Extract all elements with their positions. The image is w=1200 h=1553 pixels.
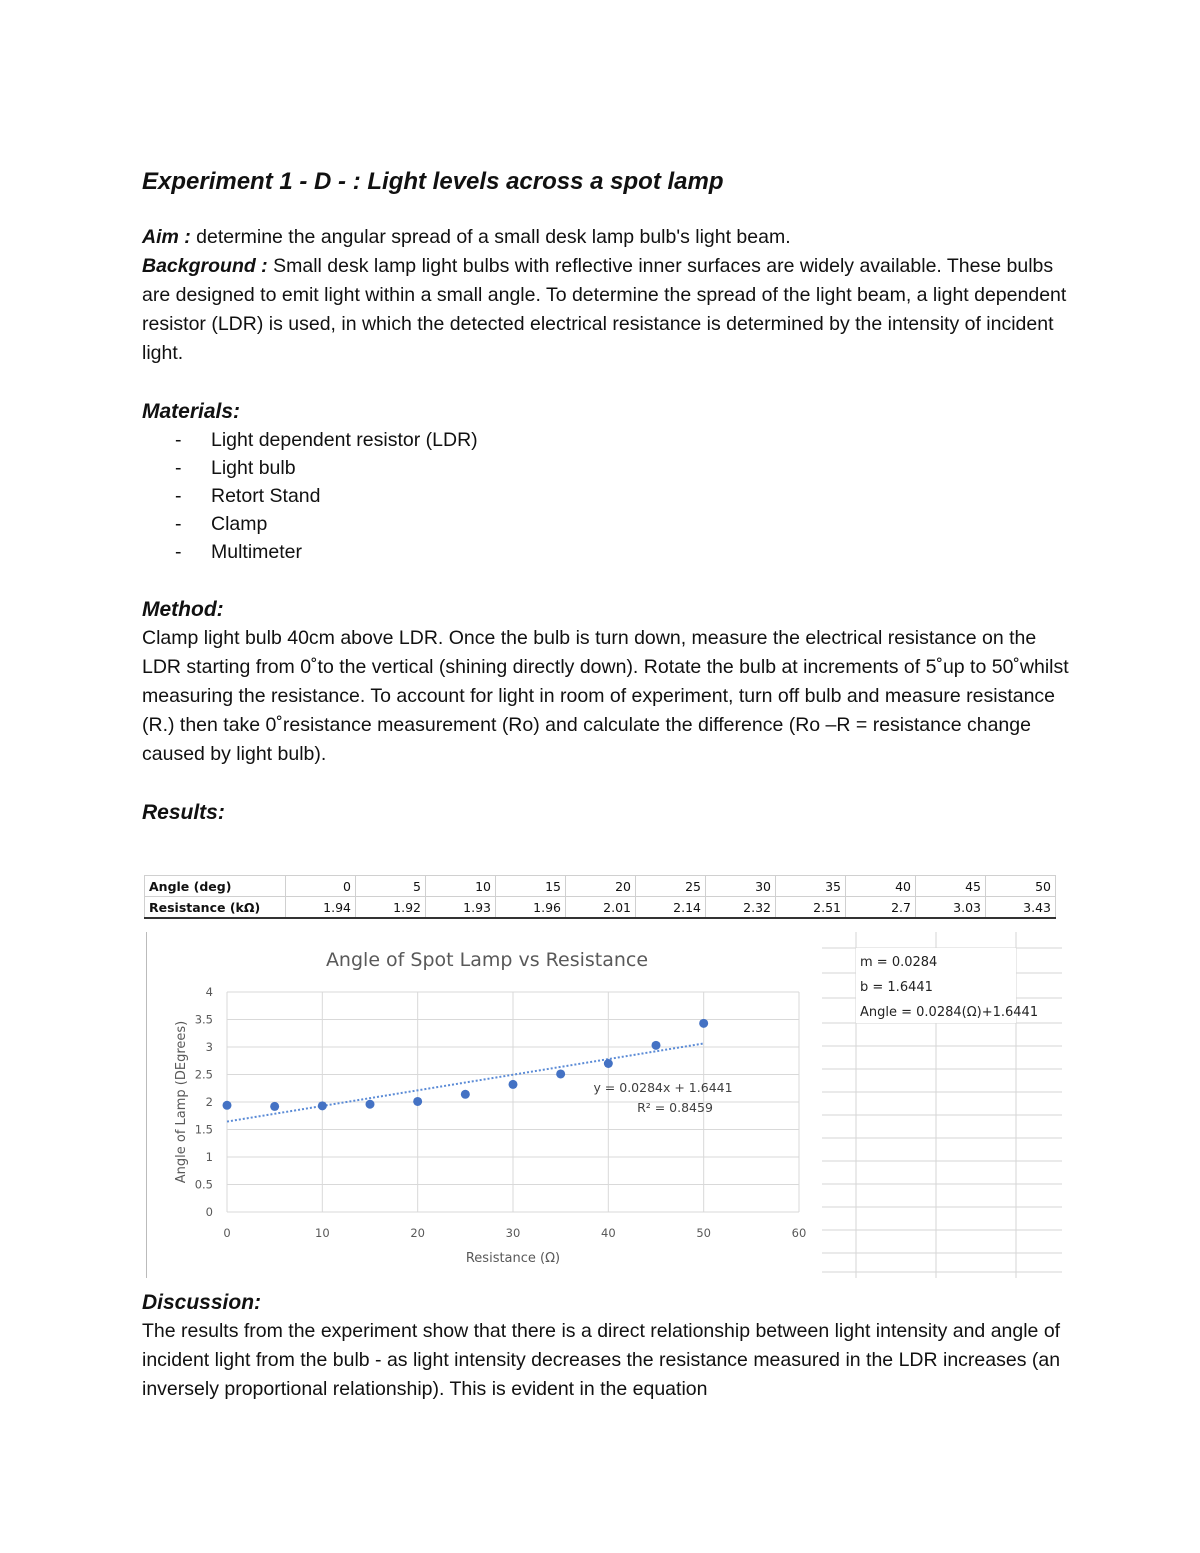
table-cell: 30 <box>706 876 776 897</box>
table-cell: 0 <box>286 876 356 897</box>
discussion-section <box>142 1288 1072 1404</box>
table-cell: 45 <box>916 876 986 897</box>
table-row <box>145 897 1056 919</box>
method-text: Clamp light bulb 40cm above LDR. Once the bulb is turn down, measure the electrical resistance on the LDR starting from 0˚to the vertical (shining directly down). Rotate the bulb at increments of 5˚up to 50˚whilst measuring the resistance. To account for light in room of experiment, turn off bulb and measure resistance (R.) then take 0˚resistance measurement (Ro) and calculate the difference (Ro –R = resistance change caused by light bulb). <box>142 627 1069 765</box>
x-tick-label: 0 <box>223 1226 231 1240</box>
chart-title: Angle of Spot Lamp vs Resistance <box>325 949 649 971</box>
data-point <box>318 1101 327 1110</box>
x-tick-label: 10 <box>315 1226 330 1240</box>
row-header-resistance: Resistance (kΩ) <box>145 897 286 919</box>
list-item: - Clamp <box>175 513 268 535</box>
data-point <box>556 1069 565 1078</box>
side-grid-lines <box>822 932 1062 1278</box>
trendline-equation: y = 0.0284x + 1.6441 <box>593 1080 733 1095</box>
y-tick-label: 3 <box>205 1040 213 1054</box>
x-tick-label: 30 <box>505 1226 521 1240</box>
page-title: Experiment 1 - D - : Light levels across a spot lamp <box>142 168 724 195</box>
table-cell: 3.43 <box>986 897 1056 919</box>
discussion-text: The results from the experiment show that there is a direct relationship between light intensity and angle of incident light from the bulb - as light intensity decreases the resistance measured in the LDR increases (an inversely proportional relationship). This is evident in the equation <box>142 1320 1061 1400</box>
list-item: - Light dependent resistor (LDR) <box>175 429 478 451</box>
row-header-angle: Angle (deg) <box>145 876 286 897</box>
table-cell: 2.7 <box>846 897 916 919</box>
table-cell: 1.93 <box>426 897 496 919</box>
list-item: - Multimeter <box>175 541 303 563</box>
table-cell: 2.51 <box>776 897 846 919</box>
x-axis-label: Resistance (Ω) <box>465 1251 561 1266</box>
table-cell: 2.14 <box>636 897 706 919</box>
table-cell: 2.32 <box>706 897 776 919</box>
table-cell: 35 <box>776 876 846 897</box>
x-tick-label: 40 <box>601 1226 616 1240</box>
data-point <box>461 1090 470 1099</box>
materials-list <box>142 426 1072 566</box>
y-tick-label: 4 <box>205 985 213 999</box>
trendline-r2: R² = 0.8459 <box>637 1100 713 1115</box>
table-cell: 1.96 <box>496 897 566 919</box>
table-cell: 3.03 <box>916 897 986 919</box>
materials-heading: Materials: <box>142 400 241 423</box>
table-cell: 1.92 <box>356 897 426 919</box>
aim-paragraph <box>142 223 1072 252</box>
y-tick-label: 0.5 <box>194 1177 213 1192</box>
method-heading: Method: <box>142 598 224 621</box>
table-row <box>145 876 1056 897</box>
y-tick-label: 0 <box>205 1205 213 1219</box>
results-heading: Results: <box>142 801 225 824</box>
slope-cell: m = 0.0284 <box>860 955 938 970</box>
equation-cell: Angle = 0.0284(Ω)+1.6441 <box>860 1005 1039 1020</box>
spreadsheet-side-cells <box>822 932 1062 1278</box>
data-point <box>509 1080 518 1089</box>
chart-container <box>146 932 823 1278</box>
x-tick-label: 20 <box>410 1226 425 1240</box>
data-point <box>604 1059 613 1068</box>
y-axis-label: Angle of Lamp (DEgrees) <box>174 1020 189 1184</box>
y-tick-label: 2 <box>205 1095 213 1109</box>
table-cell: 40 <box>846 876 916 897</box>
list-item: - Retort Stand <box>175 485 321 507</box>
data-point <box>652 1041 661 1050</box>
aim-label: Aim : <box>142 226 191 248</box>
data-point <box>366 1100 375 1109</box>
intercept-cell: b = 1.6441 <box>860 980 933 995</box>
table-cell: 2.01 <box>566 897 636 919</box>
background-text: Small desk lamp light bulbs with reflective inner surfaces are widely available. These bulbs are designed to emit light within a small angle. To determine the spread of the light beam, a light dependent resistor (LDR) is used, in which the detected electrical resistance is determined by the intensity of incident light. <box>142 255 1067 364</box>
table-cell: 10 <box>426 876 496 897</box>
table-cell: 20 <box>566 876 636 897</box>
list-item: - Light bulb <box>175 457 296 479</box>
x-tick-label: 50 <box>696 1226 711 1240</box>
results-table <box>144 875 1056 919</box>
aim-text: determine the angular spread of a small desk lamp bulb's light beam. <box>190 226 791 248</box>
table-cell: 1.94 <box>286 897 356 919</box>
scatter-chart <box>147 932 823 1278</box>
data-point <box>270 1102 279 1111</box>
table-cell: 5 <box>356 876 426 897</box>
y-tick-label: 1 <box>205 1150 213 1164</box>
y-tick-label: 2.5 <box>194 1067 213 1082</box>
background-label: Background : <box>142 255 268 277</box>
discussion-heading: Discussion: <box>142 1291 262 1314</box>
data-point <box>223 1101 232 1110</box>
x-tick-label: 60 <box>791 1226 807 1240</box>
document-body <box>142 168 1072 827</box>
y-tick-label: 1.5 <box>194 1122 213 1137</box>
table-cell: 25 <box>636 876 706 897</box>
table-cell: 50 <box>986 876 1056 897</box>
data-point <box>413 1097 422 1106</box>
data-point <box>699 1019 708 1028</box>
background-paragraph <box>142 252 1072 368</box>
y-tick-label: 3.5 <box>194 1012 213 1027</box>
table-cell: 15 <box>496 876 566 897</box>
